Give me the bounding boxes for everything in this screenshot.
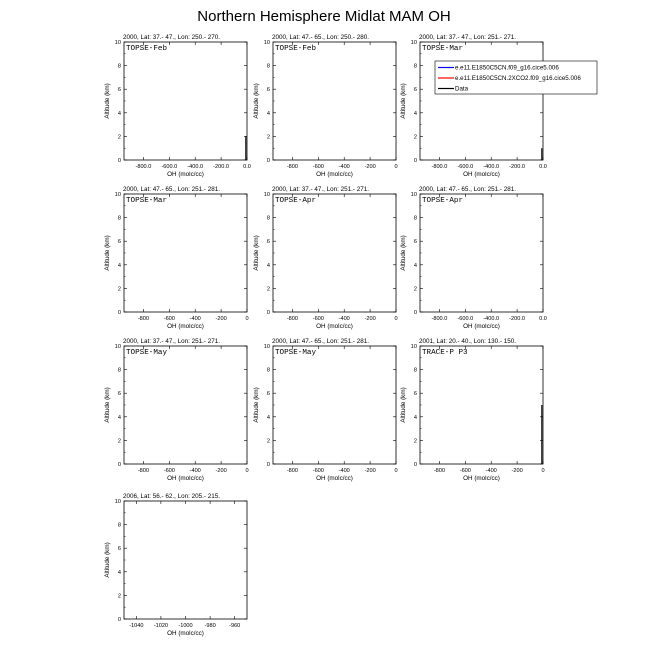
panel-8 xyxy=(253,338,398,482)
plot-frame xyxy=(420,194,543,312)
y-tick-label: 10 xyxy=(263,40,270,46)
x-tick-label: -1020 xyxy=(153,623,169,629)
x-tick-label: -200.0 xyxy=(213,164,230,170)
y-tick-label: 0 xyxy=(413,158,417,164)
y-tick-label: 10 xyxy=(410,344,417,350)
panel-title: 2000, Lat: 47.- 65., Lon: 251.- 281. xyxy=(272,338,369,345)
figure-title: Northern Hemisphere Midlat MAM OH xyxy=(197,8,451,25)
x-tick-label: -800 xyxy=(286,164,299,170)
y-tick-label: 0 xyxy=(413,310,417,316)
x-axis-label: OH (molc/cc) xyxy=(463,475,500,482)
plot-frame xyxy=(124,501,247,619)
y-axis-label: Altitude (km) xyxy=(400,387,407,423)
campaign-label: TOPSE-May xyxy=(126,349,168,357)
y-tick-label: 2 xyxy=(266,286,270,293)
panel-title: 2006, Lat: 56.- 62., Lon: 205.- 215. xyxy=(123,493,220,500)
x-tick-label: -400.0 xyxy=(187,164,204,170)
y-tick-label: 6 xyxy=(266,391,270,398)
y-axis-label: Altitude (km) xyxy=(253,387,260,423)
plot-frame xyxy=(273,194,396,312)
y-tick-label: 2 xyxy=(117,286,121,293)
plot-frame xyxy=(124,194,247,312)
panel-9 xyxy=(400,338,545,482)
x-axis-label: OH (molc/cc) xyxy=(167,323,204,330)
y-tick-label: 0 xyxy=(413,462,417,468)
x-axis-label: OH (molc/cc) xyxy=(463,171,500,178)
x-tick-label: -600 xyxy=(312,468,324,474)
x-tick-label: -600 xyxy=(459,468,471,474)
y-tick-label: 8 xyxy=(117,63,121,70)
x-axis-label: OH (molc/cc) xyxy=(316,475,353,482)
y-tick-label: 8 xyxy=(266,367,270,374)
y-tick-label: 0 xyxy=(117,617,121,623)
x-tick-label: -200 xyxy=(511,468,523,474)
x-tick-label: -960 xyxy=(229,623,241,629)
panel-title: 2000, Lat: 37.- 47., Lon: 250.- 270. xyxy=(123,34,220,41)
y-tick-label: 2 xyxy=(117,593,121,600)
y-tick-label: 8 xyxy=(413,63,417,70)
y-tick-label: 8 xyxy=(266,63,270,70)
legend-label-1: e.e11.E1850C5CN.f09_g16.cice5.006 xyxy=(455,64,559,72)
y-tick-label: 4 xyxy=(413,262,417,269)
x-axis-label: OH (molc/cc) xyxy=(463,323,500,330)
y-axis-label: Altitude (km) xyxy=(104,542,111,578)
campaign-label: TOPSE-May xyxy=(275,349,317,357)
x-tick-label: -1000 xyxy=(178,623,193,629)
y-tick-label: 8 xyxy=(266,215,270,222)
y-tick-label: 4 xyxy=(117,569,121,576)
panel-5 xyxy=(253,186,398,330)
x-axis-label: OH (molc/cc) xyxy=(316,171,353,178)
panel-title: 2000, Lat: 47.- 65., Lon: 251.- 281. xyxy=(419,186,516,193)
y-tick-label: 8 xyxy=(413,215,417,222)
y-tick-label: 10 xyxy=(114,192,121,198)
x-tick-label: -400 xyxy=(189,468,201,474)
y-tick-label: 6 xyxy=(266,239,270,246)
panel-3 xyxy=(400,34,547,178)
panel-10 xyxy=(104,493,247,637)
x-axis-label: OH (molc/cc) xyxy=(167,475,204,482)
y-tick-label: 6 xyxy=(413,391,417,398)
x-tick-label: 0 xyxy=(394,468,398,474)
x-tick-label: -400 xyxy=(338,164,350,170)
campaign-label: TOPSE-Mar xyxy=(126,197,168,205)
panel-7 xyxy=(104,338,249,482)
x-tick-label: 0.0 xyxy=(539,164,547,170)
x-axis-label: OH (molc/cc) xyxy=(316,323,353,330)
panel-title: 2000, Lat: 37.- 47., Lon: 251.- 271. xyxy=(419,34,516,41)
plot-frame xyxy=(124,42,247,160)
x-tick-label: 0.0 xyxy=(243,164,251,170)
x-tick-label: -200.0 xyxy=(509,316,526,322)
x-tick-label: -980 xyxy=(204,623,216,629)
y-tick-label: 2 xyxy=(266,134,270,141)
x-tick-label: 0 xyxy=(394,164,398,170)
panel-title: 2000, Lat: 37.- 47., Lon: 251.- 271. xyxy=(272,186,369,193)
x-tick-label: -800 xyxy=(286,316,299,322)
x-tick-label: 0 xyxy=(245,316,249,322)
y-tick-label: 8 xyxy=(117,215,121,222)
x-tick-label: -600 xyxy=(163,468,175,474)
x-tick-label: -200.0 xyxy=(509,164,526,170)
y-tick-label: 10 xyxy=(114,344,121,350)
x-tick-label: -200 xyxy=(364,164,376,170)
y-axis-label: Altitude (km) xyxy=(400,235,407,271)
x-tick-label: -800 xyxy=(137,316,150,322)
plot-frame xyxy=(273,346,396,464)
campaign-label: TOPSE-Feb xyxy=(126,45,168,53)
x-tick-label: -600.0 xyxy=(161,164,178,170)
x-tick-label: -800.0 xyxy=(135,164,152,170)
x-tick-label: 0.0 xyxy=(539,316,547,322)
y-tick-label: 4 xyxy=(266,262,270,269)
y-tick-label: 10 xyxy=(410,192,417,198)
x-tick-label: -200 xyxy=(364,316,376,322)
y-tick-label: 2 xyxy=(413,134,417,141)
panel-title: 2001, Lat: 20.- 40., Lon: 130.- 150. xyxy=(419,338,516,345)
x-tick-label: -200 xyxy=(215,468,227,474)
y-axis-label: Altitude (km) xyxy=(400,83,407,119)
x-tick-label: -600 xyxy=(312,316,324,322)
x-tick-label: -400 xyxy=(485,468,497,474)
campaign-label: TOPSE-Apr xyxy=(422,197,464,205)
y-tick-label: 2 xyxy=(117,134,121,141)
y-tick-label: 6 xyxy=(413,239,417,246)
x-tick-label: -600 xyxy=(163,316,175,322)
y-tick-label: 6 xyxy=(117,546,121,553)
legend xyxy=(435,61,597,94)
y-tick-label: 2 xyxy=(413,286,417,293)
plot-frame xyxy=(420,346,543,464)
y-tick-label: 2 xyxy=(413,438,417,445)
x-axis-label: OH (molc/cc) xyxy=(167,630,204,637)
y-tick-label: 4 xyxy=(117,262,121,269)
x-tick-label: -400.0 xyxy=(483,164,500,170)
y-tick-label: 0 xyxy=(266,158,270,164)
x-axis-label: OH (molc/cc) xyxy=(167,171,204,178)
legend-label-3: Data xyxy=(455,85,469,93)
x-tick-label: -600.0 xyxy=(457,164,474,170)
campaign-label: TOPSE-Feb xyxy=(275,45,317,53)
plot-frame xyxy=(273,42,396,160)
y-tick-label: 4 xyxy=(266,414,270,421)
panel-1 xyxy=(104,34,251,178)
y-axis-label: Altitude (km) xyxy=(104,387,111,423)
panel-title: 2000, Lat: 47.- 65., Lon: 250.- 280. xyxy=(272,34,369,41)
y-tick-label: 6 xyxy=(117,239,121,246)
x-tick-label: -800 xyxy=(286,468,299,474)
y-axis-label: Altitude (km) xyxy=(104,235,111,271)
x-tick-label: -800 xyxy=(433,468,446,474)
x-tick-label: 0 xyxy=(394,316,398,322)
y-tick-label: 6 xyxy=(413,87,417,94)
panel-title: 2000, Lat: 47.- 65., Lon: 251.- 281. xyxy=(123,186,220,193)
y-tick-label: 10 xyxy=(263,344,270,350)
y-tick-label: 6 xyxy=(117,391,121,398)
y-tick-label: 10 xyxy=(114,499,121,505)
x-tick-label: -400.0 xyxy=(483,316,500,322)
y-tick-label: 0 xyxy=(117,462,121,468)
y-tick-label: 0 xyxy=(117,310,121,316)
y-tick-label: 4 xyxy=(413,414,417,421)
x-tick-label: -1040 xyxy=(129,623,144,629)
y-tick-label: 10 xyxy=(410,40,417,46)
y-tick-label: 8 xyxy=(413,367,417,374)
x-tick-label: -400 xyxy=(338,316,350,322)
x-tick-label: 0 xyxy=(245,468,249,474)
legend-label-2: e.e11.E1850C5CN.2XCO2.f09_g16.cice5.006 xyxy=(455,75,581,83)
x-tick-label: 0 xyxy=(541,468,545,474)
panel-6 xyxy=(400,186,547,330)
x-tick-label: -600.0 xyxy=(457,316,474,322)
y-tick-label: 4 xyxy=(117,110,121,117)
y-tick-label: 4 xyxy=(266,110,270,117)
y-tick-label: 4 xyxy=(413,110,417,117)
x-tick-label: -400 xyxy=(338,468,350,474)
x-tick-label: -600 xyxy=(312,164,324,170)
x-tick-label: -800.0 xyxy=(431,316,448,322)
campaign-label: TRACE-P P3 xyxy=(422,349,468,357)
y-tick-label: 10 xyxy=(114,40,121,46)
x-tick-label: -400 xyxy=(189,316,201,322)
y-axis-label: Altitude (km) xyxy=(104,83,111,119)
y-tick-label: 2 xyxy=(117,438,121,445)
x-tick-label: -800 xyxy=(137,468,150,474)
plot-frame xyxy=(124,346,247,464)
y-tick-label: 0 xyxy=(266,310,270,316)
plot-frame xyxy=(420,42,543,160)
y-tick-label: 2 xyxy=(266,438,270,445)
y-tick-label: 4 xyxy=(117,414,121,421)
y-tick-label: 8 xyxy=(117,367,121,374)
panel-title: 2000, Lat: 37.- 47., Lon: 251.- 271. xyxy=(123,338,220,345)
panel-2 xyxy=(253,34,398,178)
y-tick-label: 6 xyxy=(266,87,270,94)
y-tick-label: 0 xyxy=(266,462,270,468)
x-tick-label: -800.0 xyxy=(431,164,448,170)
y-axis-label: Altitude (km) xyxy=(253,83,260,119)
y-tick-label: 10 xyxy=(263,192,270,198)
x-tick-label: -200 xyxy=(364,468,376,474)
y-tick-label: 6 xyxy=(117,87,121,94)
y-axis-label: Altitude (km) xyxy=(253,235,260,271)
x-tick-label: -200 xyxy=(215,316,227,322)
campaign-label: TOPSE-Mar xyxy=(422,45,464,53)
campaign-label: TOPSE-Apr xyxy=(275,197,317,205)
panel-4 xyxy=(104,186,249,330)
y-tick-label: 8 xyxy=(117,522,121,529)
y-tick-label: 0 xyxy=(117,158,121,164)
